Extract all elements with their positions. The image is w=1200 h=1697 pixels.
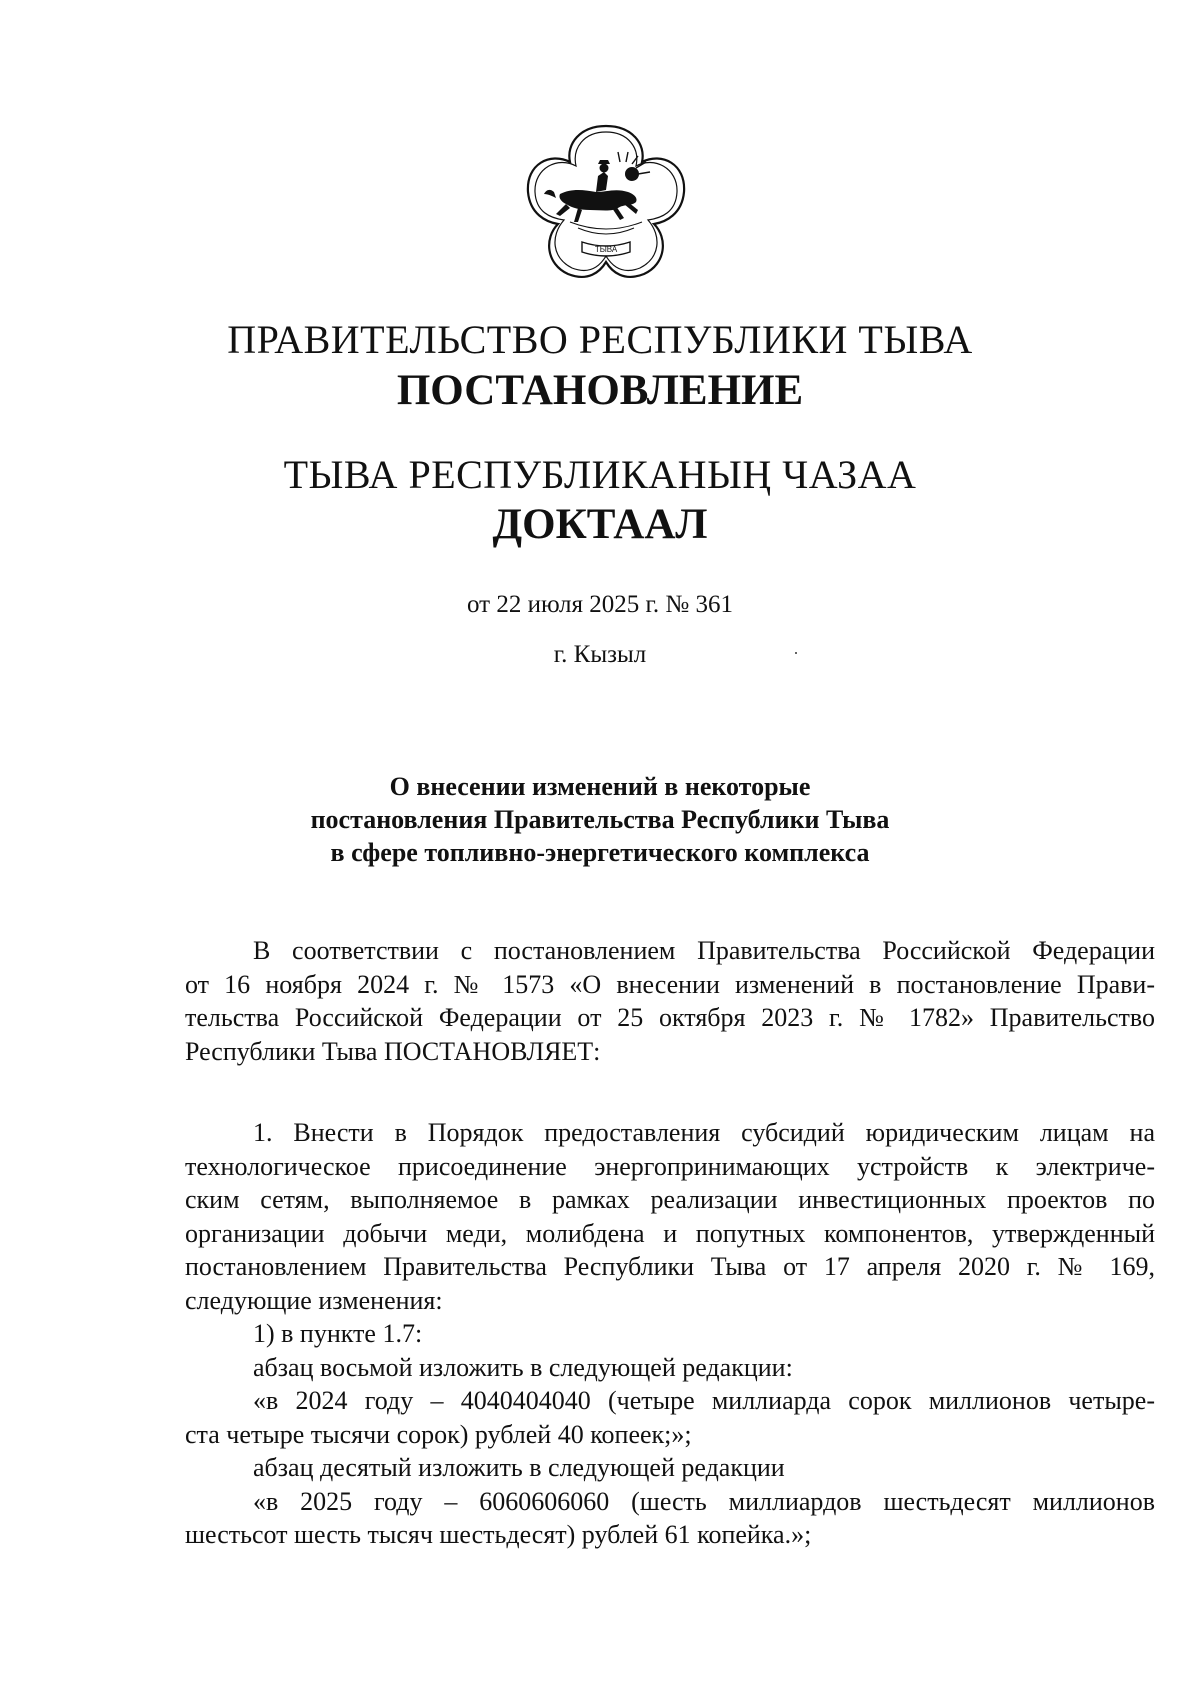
text-line: от 16 ноября 2024 г. № 1573 «О внесении изменений в постановление Прави- xyxy=(185,969,1155,999)
text-line: «в 2025 году – 6060606060 (шесть миллиардов шестьдесят миллионов xyxy=(253,1486,1155,1516)
preamble-paragraph xyxy=(185,934,1155,1068)
text-line: Республики Тыва ПОСТАНОВЛЯЕТ: xyxy=(185,1036,601,1066)
text-line: 1. Внести в Порядок предоставления субсидий юридическим лицам на xyxy=(253,1118,1155,1147)
text-line: ста четыре тысячи сорок) рублей 40 копеек;»; xyxy=(185,1419,692,1449)
emblem-inscription: ТЫВА xyxy=(594,245,618,254)
document-city: г. Кызыл xyxy=(553,641,647,668)
government-name-tyv: ТЫВА РЕСПУБЛИКАНЫҢ ЧАЗАА xyxy=(283,452,917,497)
title-line: постановления Правительства Республики Тыва xyxy=(310,805,890,834)
text-line: В соответствии с постановлением Правительства Российской Федерации xyxy=(253,936,1155,965)
text-line: постановлением Правительства Республики Тыва от 17 апреля 2020 г. № 169, xyxy=(185,1252,1155,1281)
text-line: следующие изменения: xyxy=(185,1285,443,1315)
subitem-heading: 1) в пункте 1.7: xyxy=(253,1319,423,1348)
scan-speck xyxy=(795,652,797,654)
document-title xyxy=(0,770,1200,869)
document-date-number: от 22 июля 2025 г. № 361 xyxy=(466,591,734,618)
text-line: «в 2024 году – 4040404040 (четыре миллиарда сорок миллионов четыре- xyxy=(253,1386,1155,1415)
item-1-paragraph xyxy=(185,1116,1155,1552)
title-line: в сфере топливно-энергетического комплекса xyxy=(330,838,870,867)
text-line: ским сетям, выполняемое в рамках реализации инвестиционных проектов по xyxy=(185,1185,1155,1214)
government-name-ru: ПРАВИТЕЛЬСТВО РЕСПУБЛИКИ ТЫВА xyxy=(227,317,973,362)
text-line: шестьсот шесть тысяч шестьдесят) рублей 61 копейка.»; xyxy=(185,1520,812,1549)
text-line: организации добычи меди, молибдена и попутных компонентов, утвержденный xyxy=(185,1218,1155,1248)
document-type-ru: ПОСТАНОВЛЕНИЕ xyxy=(396,367,804,414)
text-line: абзац восьмой изложить в следующей редакции: xyxy=(253,1352,793,1382)
title-line: О внесении изменений в некоторые xyxy=(389,772,811,801)
text-line: технологическое присоединение энергопринимающих устройств к электриче- xyxy=(185,1151,1155,1181)
text-line: тельства Российской Федерации от 25 октября 2023 г. № 1782» Правительство xyxy=(185,1003,1155,1032)
text-line: абзац десятый изложить в следующей редакции xyxy=(253,1453,785,1482)
tuva-coat-of-arms-icon xyxy=(520,118,692,290)
document-type-tyv: ДОКТААЛ xyxy=(492,501,708,548)
